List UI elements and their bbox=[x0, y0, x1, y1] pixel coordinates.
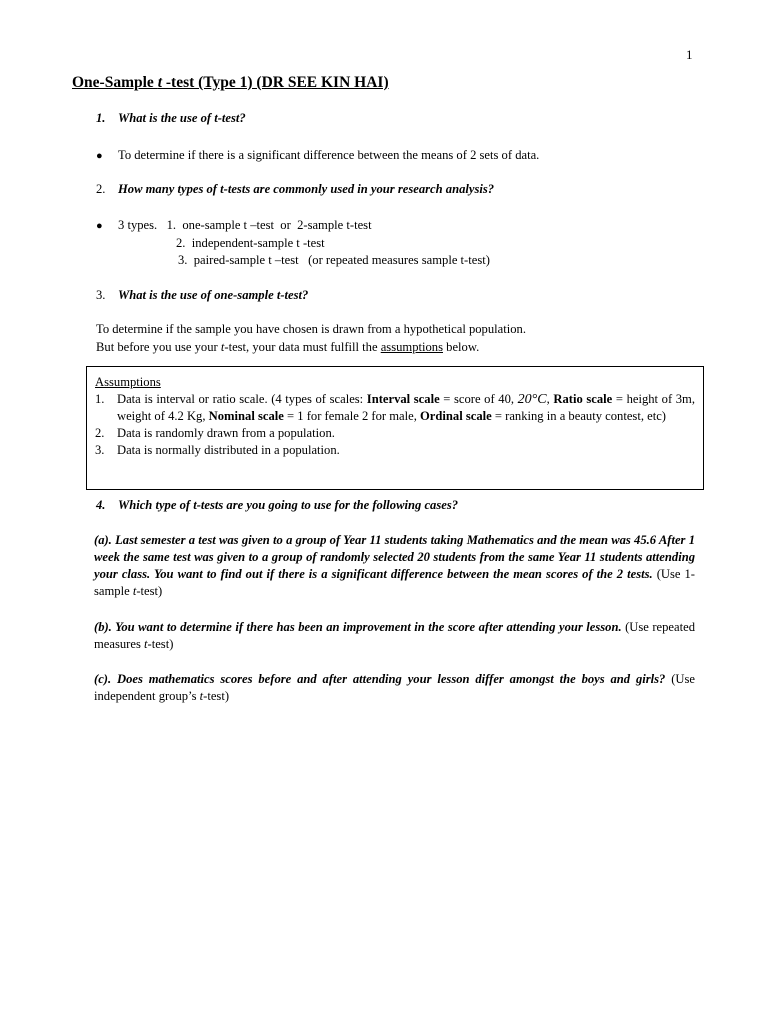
assumption-1-text-f: = 1 for female 2 for male, bbox=[283, 409, 421, 423]
case-b-text: (b). You want to determine if there has been an improvement in the score after attending your lesson. bbox=[94, 620, 622, 634]
case-b-note-pre: (Use repeated measures bbox=[94, 620, 695, 651]
case-a-note-post: -test) bbox=[136, 584, 163, 598]
question-1-number: 1. bbox=[96, 111, 106, 125]
assumption-number: 3. bbox=[95, 443, 105, 457]
question-1-answer bbox=[96, 147, 539, 165]
case-c-text: (c). Does mathematics scores before and after attending your lesson differ amongst the boys and girls? bbox=[94, 672, 666, 686]
assumption-number: 1. bbox=[95, 392, 105, 406]
q3-line2-post: below. bbox=[443, 340, 480, 354]
assumption-number: 2. bbox=[95, 426, 105, 440]
bullet-icon: ● bbox=[96, 150, 103, 162]
assumption-1-text-g: = ranking in a beauty contest, etc) bbox=[491, 409, 666, 423]
question-2-text: How many types of t-tests are commonly used in your research analysis? bbox=[118, 182, 495, 196]
question-3-text: What is the use of one-sample t-test? bbox=[118, 288, 309, 302]
assumption-1-text-a: Data is interval or ratio scale. (4 types of scales: bbox=[117, 392, 367, 406]
bullet-icon: ● bbox=[96, 220, 103, 232]
q3-line2-mid: -test, your data must fulfill the bbox=[224, 340, 381, 354]
case-a bbox=[94, 532, 695, 600]
title-t: t bbox=[157, 74, 162, 91]
assumption-1-text-e: = height of 3m, weight of 4.2 Kg, bbox=[117, 392, 696, 423]
question-4-number: 4. bbox=[96, 498, 106, 512]
page-title bbox=[72, 74, 389, 91]
question-4-text: Which type of t-tests are you going to use for the following cases? bbox=[118, 498, 459, 512]
ratio-scale-label: Ratio scale bbox=[553, 392, 613, 406]
types-line-2: 2. independent-sample t -test bbox=[176, 236, 325, 250]
question-1-text: What is the use of t-test? bbox=[118, 111, 246, 125]
assumptions-link-text: assumptions bbox=[380, 340, 443, 354]
assumption-1-text-d: , bbox=[546, 392, 554, 406]
question-2-answer-line-1 bbox=[96, 217, 372, 235]
interval-scale-label: Interval scale bbox=[366, 392, 440, 406]
question-1-answer-text: To determine if there is a significant difference between the means of 2 sets of data. bbox=[118, 148, 540, 162]
question-2 bbox=[96, 181, 494, 198]
assumptions-box bbox=[86, 366, 704, 490]
nominal-scale-label: Nominal scale bbox=[208, 409, 284, 423]
case-a-text: (a). Last semester a test was given to a group of Year 11 students taking Mathematics and the mean was 45.6 After 1 week the same test was given to a group of randomly selected 20 students from the same Year 11 students attending your class. You want to find out if there is a significant difference between the mean scores of the 2 tests. bbox=[94, 533, 695, 581]
page-number: 1 bbox=[686, 47, 693, 62]
question-1 bbox=[96, 110, 246, 127]
question-3-number: 3. bbox=[96, 288, 106, 302]
types-line-3: 3. paired-sample t –test (or repeated measures sample t-test) bbox=[178, 253, 490, 267]
title-prefix: One-Sample bbox=[72, 74, 158, 91]
case-b-note-t: t bbox=[144, 637, 148, 651]
title-suffix: -test (Type 1) (DR SEE KIN HAI) bbox=[162, 74, 389, 91]
ordinal-scale-label: Ordinal scale bbox=[420, 409, 492, 423]
case-c-note-pre: (Use independent group’s bbox=[94, 672, 695, 703]
question-4 bbox=[96, 497, 458, 514]
case-a-note-pre: (Use 1-sample bbox=[94, 567, 695, 598]
question-2-number: 2. bbox=[96, 182, 106, 196]
case-c-note-t: t bbox=[199, 689, 204, 703]
assumption-item-1 bbox=[95, 391, 695, 425]
question-3-answer-line-1: To determine if the sample you have chosen is drawn from a hypothetical population. bbox=[96, 322, 526, 336]
question-3 bbox=[96, 287, 308, 304]
case-a-note-t: t bbox=[132, 584, 137, 598]
assumption-3-text: Data is normally distributed in a population. bbox=[117, 443, 340, 457]
q3-line2-t: t bbox=[220, 340, 225, 354]
case-b-note-post: -test) bbox=[147, 637, 174, 651]
case-c-note-post: -test) bbox=[203, 689, 230, 703]
case-c bbox=[94, 671, 695, 705]
q3-line2-pre: But before you use your bbox=[96, 340, 221, 354]
assumption-2-text: Data is randomly drawn from a population. bbox=[117, 426, 335, 440]
assumption-1-text-c: = score of 40, bbox=[439, 392, 518, 406]
case-b bbox=[94, 619, 695, 653]
question-3-answer-line-2 bbox=[96, 339, 479, 356]
types-line-1: 3 types. 1. one-sample t –test or 2-sample t-test bbox=[118, 218, 372, 232]
assumptions-heading: Assumptions bbox=[95, 375, 161, 389]
assumption-item-3 bbox=[95, 442, 695, 459]
assumption-item-2 bbox=[95, 425, 695, 442]
temperature-value: 20°C bbox=[517, 392, 547, 407]
